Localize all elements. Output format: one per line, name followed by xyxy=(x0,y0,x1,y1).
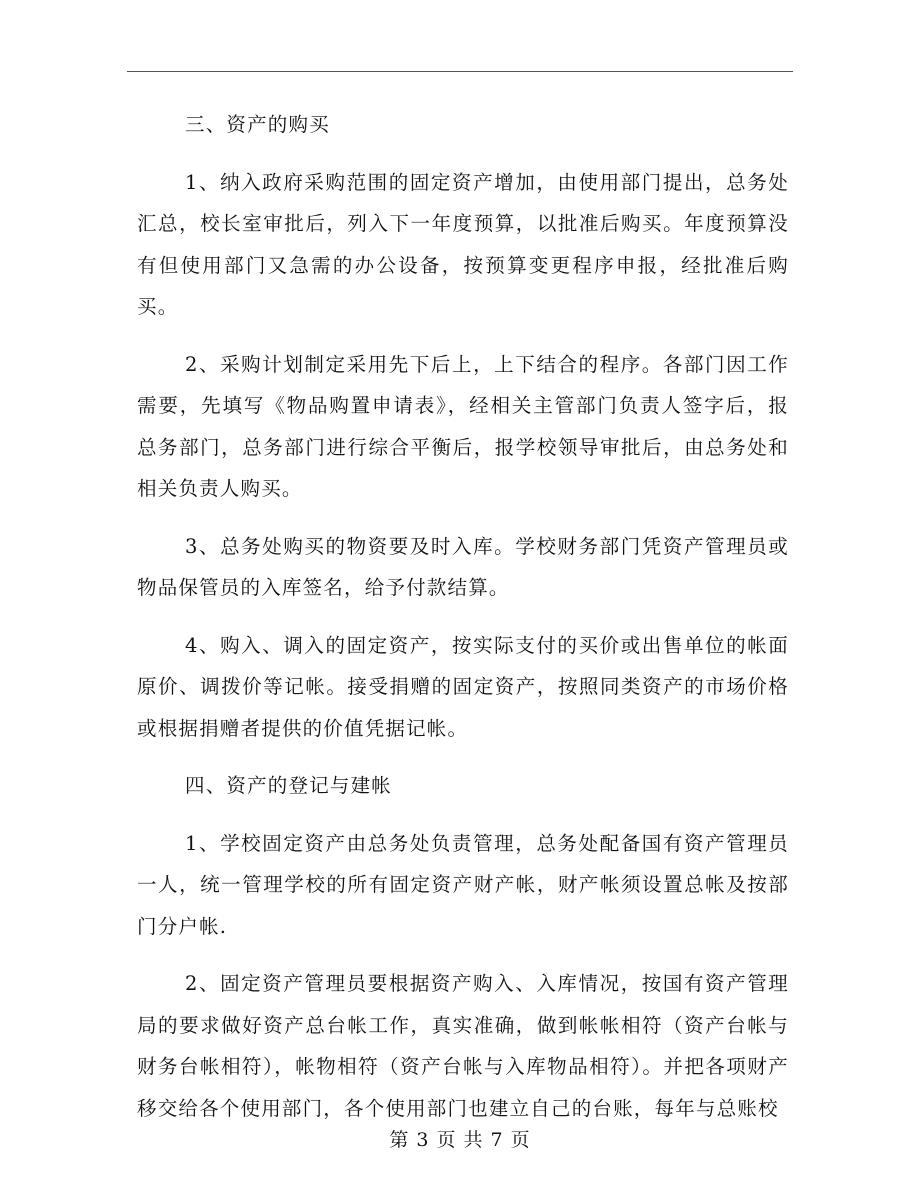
page-number: 第 3 页 共 7 页 xyxy=(389,1129,531,1151)
paragraph-purchase-1: 1、纳入政府采购范围的固定资产增加，由使用部门提出，总务处汇总，校长室审批后，列入下一年度预算，以批准后购买。年度预算没有但使用部门又急需的办公设备，按预算变更程序申报，经批准后购买。 xyxy=(137,170,789,318)
header-rule xyxy=(127,71,793,72)
section-heading-asset-purchase: 三、资产的购买 xyxy=(185,113,330,136)
paragraph-purchase-2: 2、采购计划制定采用先下后上，上下结合的程序。各部门因工作需要，先填写《物品购置申请表》，经相关主管部门负责人签字后，报总务部门，总务部门进行综合平衡后，报学校领导审批后，由总务处和相关负责人购买。 xyxy=(137,352,789,500)
section-heading-registration: 四、资产的登记与建帐 xyxy=(185,774,393,797)
paragraph-purchase-4: 4、购入、调入的固定资产，按实际支付的买价或出售单位的帐面原价、调拨价等记帐。接受捐赠的固定资产，按照同类资产的市场价格或根据捐赠者提供的价值凭据记帐。 xyxy=(137,633,789,740)
paragraph-registration-1: 1、学校固定资产由总务处负责管理，总务处配备国有资产管理员一人，统一管理学校的所有固定资产财产帐，财产帐须设置总帐及按部门分户帐. xyxy=(137,831,789,938)
paragraph-purchase-3: 3、总务处购买的物资要及时入库。学校财务部门凭资产管理员或物品保管员的入库签名，给予付款结算。 xyxy=(137,534,789,599)
document-body xyxy=(137,104,789,1129)
paragraph-registration-2: 2、固定资产管理员要根据资产购入、入库情况，按国有资产管理局的要求做好资产总台帐工作，真实准确，做到帐帐相符（资产台帐与财务台帐相符），帐物相符（资产台帐与入库物品相符）。并把各项财产移交给各个使用部门，各个使用部门也建立自己的台账，每年与总账校 xyxy=(137,972,789,1120)
